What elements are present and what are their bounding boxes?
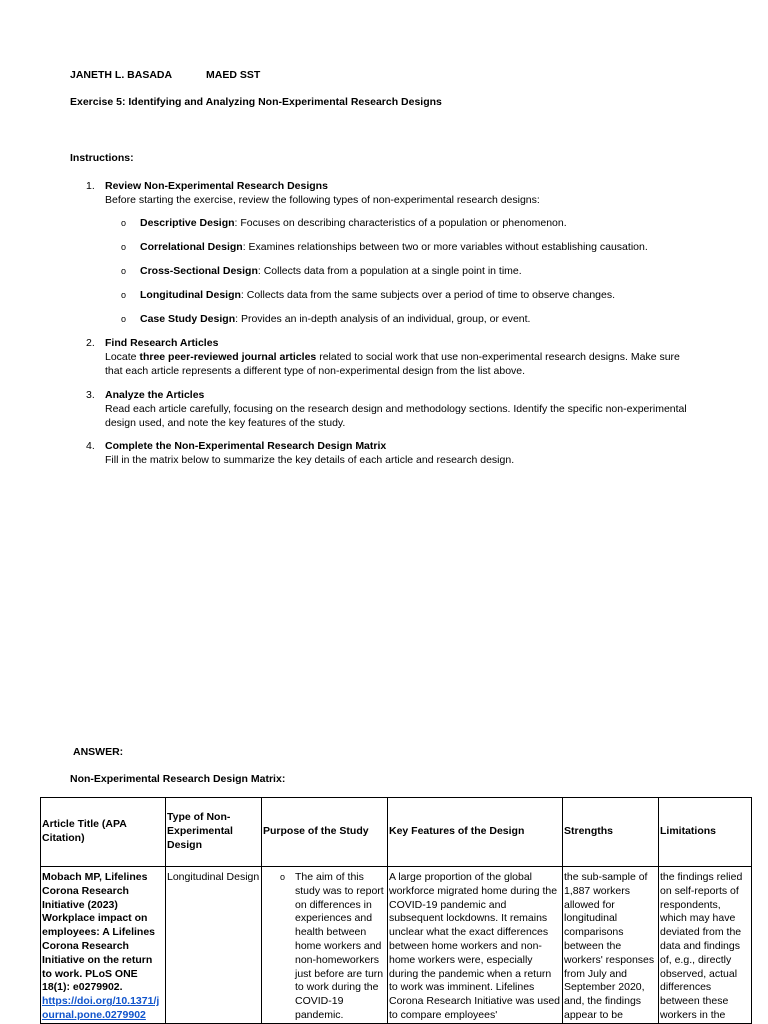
answer-heading: ANSWER: [73,746,124,758]
step-title: Analyze the Articles [105,389,205,401]
design-description: : Examines relationships between two or more variables without establishing causation. [242,241,648,253]
header-key-features: Key Features of the Design [388,798,563,867]
header-limitations: Limitations [659,798,752,867]
step-text-emphasis: three peer-reviewed journal articles [139,351,317,363]
instruction-step-1 [86,179,706,207]
bullet-marker: o [121,218,127,228]
design-description: : Collects data from a population at a single point in time. [257,265,522,277]
step-number: 3. [86,389,95,401]
cell-citation [41,867,166,1024]
design-term: Case Study Design [140,313,236,325]
design-bullet-cross-sectional [121,264,721,278]
table-row [41,867,752,1024]
design-bullet-descriptive [121,216,721,230]
bullet-marker: o [121,242,127,252]
design-description: : Provides an in-depth analysis of an individual, group, or event. [235,313,531,325]
citation-text: Mobach MP, Lifelines Corona Research Initiative (2023) Workplace impact on employees: A Lifelines Corona Research Initiative on the return to work. PLoS ONE 18(1): e0279902. [42,871,156,994]
step-text [105,350,691,378]
design-term: Longitudinal Design [140,289,241,301]
doi-link[interactable]: https://doi.org/10.1371/journal.pone.0279902 [42,995,160,1021]
step-number: 2. [86,337,95,349]
exercise-title: Exercise 5: Identifying and Analyzing Non-Experimental Research Designs [70,96,442,108]
matrix-title: Non-Experimental Research Design Matrix: [70,773,286,785]
program-label: MAED SST [206,69,261,81]
design-bullet-case-study [121,312,721,326]
header-strengths: Strengths [563,798,659,867]
step-title: Find Research Articles [105,337,219,349]
research-design-matrix [40,797,752,1024]
cell-purpose [262,867,388,1024]
header-purpose: Purpose of the Study [262,798,388,867]
bullet-marker: o [121,266,127,276]
cell-strengths: the sub-sample of 1,887 workers allowed for longitudinal comparisons between the workers' responses from July and September 2020, and, the findings appear to be [563,867,659,1024]
author-name: JANETH L. BASADA [70,69,173,81]
cell-key-features: A large proportion of the global workforce migrated home during the COVID-19 pandemic and subsequent lockdowns. It remains unclear what the exact differences between home workers and non-home workers were, especially during the pandemic when a return to work was imminent. Lifelines Corona Research Initiative was used to compare employees' [388,867,563,1024]
bullet-marker: o [121,314,127,324]
step-text: Read each article carefully, focusing on the research design and methodology sections. Identify the specific non-experimental design used, and note the key features of the study. [105,403,687,429]
design-term: Correlational Design [140,241,243,253]
step-text: Before starting the exercise, review the following types of non-experimental research designs: [105,194,540,206]
design-bullet-correlational [121,240,721,254]
header-design-type: Type of Non-Experimental Design [166,798,262,867]
design-description: : Focuses on describing characteristics of a population or phenomenon. [234,217,567,229]
design-term: Cross-Sectional Design [140,265,258,277]
step-title: Review Non-Experimental Research Designs [105,180,328,192]
instruction-step-2 [86,336,691,378]
cell-design-type: Longitudinal Design [166,867,262,1024]
step-number: 4. [86,440,95,452]
cell-limitations: the findings relied on self-reports of respondents, which may have deviated from the data and findings of, e.g., directly observed, actual differences between these workers in the [659,867,752,1024]
instruction-step-3 [86,388,706,430]
instructions-heading: Instructions: [70,152,134,164]
step-text: Fill in the matrix below to summarize the key details of each article and research design. [105,454,515,466]
design-description: : Collects data from the same subjects over a period of time to observe changes. [240,289,616,301]
step-number: 1. [86,180,95,192]
bullet-marker: o [121,290,127,300]
design-bullet-longitudinal [121,288,721,302]
step-text-prefix: Locate [105,351,140,363]
matrix-header-row [41,798,752,867]
bullet-marker: o [280,872,286,882]
step-title: Complete the Non-Experimental Research Design Matrix [105,440,387,452]
purpose-text: The aim of this study was to report on differences in experiences and health between home workers and non-homeworkers just before are turn to work during the COVID-19 pandemic. [295,871,384,1021]
header-article-title: Article Title (APA Citation) [41,798,166,867]
design-term: Descriptive Design [140,217,235,229]
instruction-step-4 [86,439,706,467]
step-text-suffix: related to social work that use non-experimental research designs. Make sure that each article represents a different type of non-experimental design from the list above. [105,351,680,377]
